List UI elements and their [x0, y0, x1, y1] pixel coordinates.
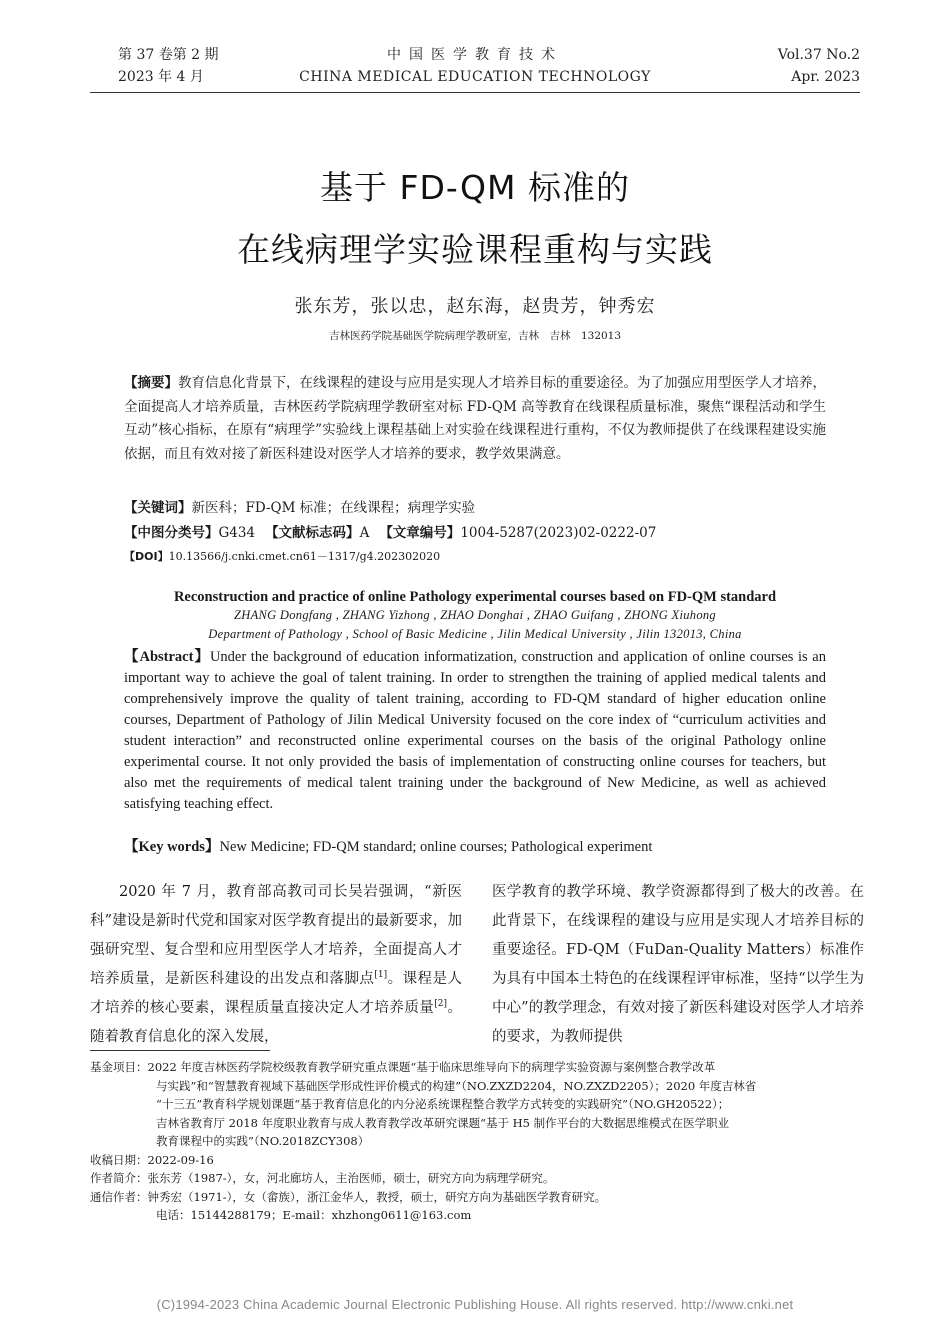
english-title: Reconstruction and practice of online Pathology experimental courses based on FD-QM standard [173, 589, 777, 605]
corresponding-author: 通信作者：钟秀宏（1971-），女（畲族），浙江金华人，教授，硕士，研究方向为基础医学教育研究。 [90, 1189, 607, 1204]
fund-label: 基金项目： [90, 1060, 148, 1074]
header-journal [260, 44, 690, 88]
fund-line-4: 吉林省教育厅 2018 年度职业教育与成人教育教学改革研究课题“基于 H5 制作平台的大数据思维模式在医学职业 [156, 1115, 730, 1130]
abstract-en-label: 【Abstract】 [124, 649, 210, 665]
abstract-cn-label: 【摘要】 [124, 375, 178, 391]
abstract-cn [124, 372, 826, 466]
clc-label: 【中图分类号】 [124, 525, 219, 541]
copyright-footer: (C)1994-2023 China Academic Journal Electronic Publishing House. All rights reserved. http://www.cnki.net [156, 1297, 794, 1312]
fund-line-3: “十三五”教育科学规划课题“基于教育信息化的内分泌系统课程整合教学方式转变的实践研究”（NO.GH20522）； [156, 1097, 730, 1111]
keywords-en-text: New Medicine; FD-QM standard; online courses; Pathological experiment [219, 839, 653, 855]
keywords-cn-label: 【关键词】 [124, 500, 192, 516]
fund-line-2: 与实践”和“智慧教育视域下基础医学形成性评价模式的构建”（NO.ZXZD2204，NO.ZXZD2205）；2020 年度吉林省 [156, 1078, 757, 1093]
keywords-cn-text: 新医科；FD-QM 标准；在线课程；病理学实验 [191, 500, 476, 516]
keywords-en [124, 837, 652, 858]
doi-line [124, 547, 440, 567]
affiliation: 吉林医药学院基础医学院病理学教研室，吉林 吉林 132013 [328, 330, 622, 342]
body-column-right [492, 878, 864, 1052]
fund-line-1 [90, 1058, 864, 1077]
received-date: 收稿日期：2022-09-16 [90, 1152, 214, 1167]
clc-value: G434 [218, 525, 256, 541]
contact-info: 电话：15144288179；E-mail：xhzhong0611@163.com [156, 1208, 472, 1222]
journal-name-en: CHINA MEDICAL EDUCATION TECHNOLOGY [299, 69, 651, 85]
header-right [740, 44, 860, 88]
authors: 张东芳，张以忠，赵东海，赵贵芳，钟秀宏 [294, 296, 656, 317]
body-paragraph-right: 医学教育的教学环境、教学资源都得到了极大的改善。在此背景下，在线课程的建设与应用是实现人才培养目标的重要途径。FD-QM（FuDan-Quality Matters）标准作为具有中国本土特色的在线课程评审标准，坚持“以学生为中心”的教学理念，有效对接了新医科建设对医学人才培养的要求，为教师提供 [492, 884, 864, 1045]
abstract-cn-text: 教育信息化背景下，在线课程的建设与应用是实现人才培养目标的重要途径。为了加强应用型医学人才培养，全面提高人才培养质量，吉林医药学院病理学教研室对标 FD-QM 高等教育在线课程质量标准，聚焦“课程活动和学生互动”核心指标，在原有“病理学”实验线上课程基础上对实验在线课程进行重构，不仅为教师提供了在线课程建设实施依据，而且有效对接了新医科建设对医学人才培养的要求，教学效果满意。 [124, 375, 826, 462]
body-left-text-c: 。随着教育信息化的深入发展， [90, 1000, 462, 1045]
english-affiliation: Department of Pathology , School of Basic Medicine , Jilin Medical University , Jilin 132013, China [208, 627, 742, 641]
footnotes [90, 1058, 864, 1225]
author-intro: 作者简介：张东芳（1987-），女，河北廊坊人，主治医师，硕士，研究方向为病理学研究。 [90, 1171, 555, 1185]
doi-label: 【DOI】 [124, 550, 169, 563]
header-volume: Vol.37 No.2 [777, 47, 860, 63]
doi-value: 10.13566/j.cnki.cmet.cn61－1317/g4.202302020 [168, 550, 441, 563]
abstract-en [124, 647, 826, 815]
keywords-en-label: 【Key words】 [124, 839, 220, 855]
body-column-left [90, 878, 462, 1052]
citation-2: [2] [434, 999, 448, 1010]
body-paragraph-left [90, 878, 462, 1052]
article-number-label: 【文章编号】 [379, 525, 461, 541]
fund-text-1: 2022 年度吉林医药学院校级教育教学研究重点课题“基于临床思维导向下的病理学实验资源与案例整合教学改革 [147, 1060, 716, 1074]
fund-line-5: 教育课程中的实践”（NO.2018ZCY308） [156, 1134, 370, 1148]
title-line-1: 基于 FD-QM 标准的 [320, 168, 630, 207]
body-left-text-b: 。课程是人才培养的核心要素，课程质量直接决定人才培养质量 [90, 971, 462, 1016]
header-date: 2023 年 4 月 [118, 69, 204, 85]
footnote-rule [90, 1050, 270, 1051]
citation-1: [1] [374, 970, 388, 981]
header-date-en: Apr. 2023 [791, 69, 860, 85]
abstract-en-text: Under the background of education informatization, construction and application of online courses is an important way to achieve the goal of talent training. In order to strengthen the training of applied medical talents and comprehensively improve the quality of talent training, according to FD-QM standard of higher education online courses, Department of Pathology of Jilin Medical University focused on the core index of “curriculum activities and student interaction” and reconstructed online experimental courses on the basis of the original Pathology online experimental course. It not only provided the basis of implementation of constructing online courses for teachers, but also met the requirements of medical talent training under the background of New Medicine, as well as achieved satisfying teaching effect. [124, 649, 826, 812]
article-number-value: 1004-5287(2023)02-0222-07 [460, 525, 657, 541]
keywords-cn [124, 496, 475, 520]
header-issue: 第 37 卷第 2 期 [118, 47, 219, 63]
title-line-2: 在线病理学实验课程重构与实践 [237, 230, 713, 269]
journal-name-cn: 中国医学教育技术 [387, 47, 563, 63]
classification-line [124, 521, 656, 545]
header-left [118, 44, 219, 88]
english-authors: ZHANG Dongfang , ZHANG Yizhong , ZHAO Donghai , ZHAO Guifang , ZHONG Xiuhong [234, 608, 716, 622]
body-left-text-a: 2020 年 7 月，教育部高教司司长吴岩强调，“新医科”建设是新时代党和国家对医学教育提出的最新要求，加强研究型、复合型和应用型医学人才培养，全面提高人才培养质量，是新医科建设的出发点和落脚点 [90, 884, 462, 987]
header-rule [90, 92, 860, 93]
doc-code-value: A [359, 525, 370, 541]
doc-code-label: 【文献标志码】 [265, 525, 360, 541]
